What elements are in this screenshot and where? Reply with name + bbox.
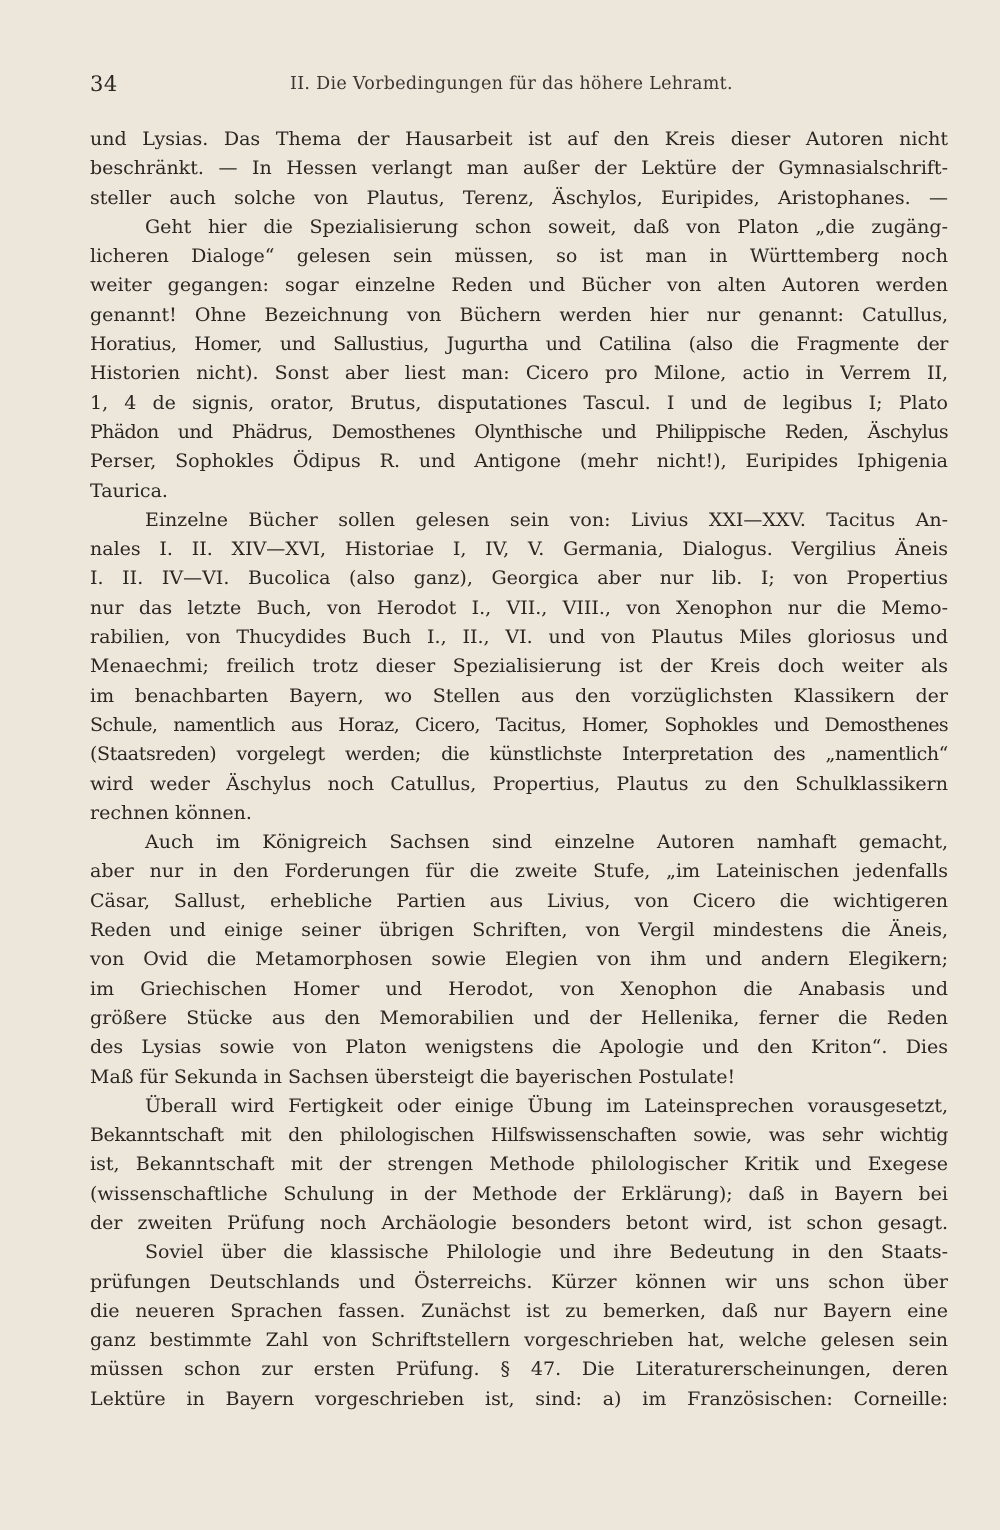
text-line: und Lysias. Das Thema der Hausarbeit ist auf den Kreis dieser Autoren nicht — [90, 128, 948, 150]
text-line: Soviel über die klassische Philologie und ihre Bedeutung in den Staats- — [145, 1241, 948, 1264]
text-line: Einzelne Bücher sollen gelesen sein von: Livius XXI—XXV. Tacitus An- — [145, 508, 948, 531]
text-line: rabilien, von Thucydides Buch I., II., VI. und von Plautus Miles gloriosus und — [90, 626, 948, 649]
text-line: Lektüre in Bayern vorgeschrieben ist, sind: a) im Französischen: Corneille: — [90, 1387, 948, 1410]
text-line: Überall wird Fertigkeit oder einige Übung im Lateinsprechen vorausgesetzt, — [145, 1094, 948, 1117]
text-line: im benachbarten Bayern, wo Stellen aus den vorzüglichsten Klassikern der — [90, 684, 948, 707]
text-line: weiter gegangen: sogar einzelne Reden und Bücher von alten Autoren werden — [90, 274, 948, 297]
text-line: ist, Bekanntschaft mit der strengen Methode philologischer Kritik und Exegese — [90, 1153, 948, 1176]
text-line: nales I. II. XIV—XVI, Historiae I, IV, V. Germania, Dialogus. Vergilius Äneis — [90, 538, 948, 561]
text-line: 1, 4 de signis, orator, Brutus, disputationes Tascul. I und de legibus I; Plato — [90, 391, 948, 414]
text-line: Perser, Sophokles Ödipus R. und Antigone (mehr nicht!), Euripides Iphigenia — [90, 450, 948, 473]
text-line: licheren Dialoge“ gelesen sein müssen, so ist man in Württemberg noch — [90, 245, 948, 268]
text-line: Bekanntschaft mit den philologischen Hilfswissenschaften sowie, was sehr wichtig — [90, 1124, 948, 1147]
text-line: Maß für Sekunda in Sachsen übersteigt die bayerischen Postulate! — [90, 1065, 736, 1088]
text-line: steller auch solche von Plautus, Terenz, Äschylos, Euripides, Aristophanes. — — [90, 186, 948, 209]
text-line: im Griechischen Homer und Herodot, von Xenophon die Anabasis und — [90, 977, 948, 1000]
text-line: I. II. IV—VI. Bucolica (also ganz), Georgica aber nur lib. I; von Propertius — [90, 567, 948, 590]
text-line: nur das letzte Buch, von Herodot I., VII., VIII., von Xenophon nur die Memo- — [90, 596, 948, 619]
text-line: Historien nicht). Sonst aber liest man: Cicero pro Milone, actio in Verrem II, — [90, 362, 948, 385]
text-line: (wissenschaftliche Schulung in der Methode der Erklärung); daß in Bayern bei — [90, 1182, 948, 1205]
text-line: beschränkt. — In Hessen verlangt man außer der Lektüre der Gymnasialschrift- — [90, 157, 948, 180]
text-line: Cäsar, Sallust, erhebliche Partien aus Livius, von Cicero die wichtigeren — [90, 889, 948, 912]
text-line: des Lysias sowie von Platon wenigstens die Apologie und den Kriton“. Dies — [90, 1036, 948, 1059]
body-text — [90, 125, 948, 1414]
text-line: Menaechmi; freilich trotz dieser Spezialisierung ist der Kreis doch weiter als — [90, 655, 948, 678]
text-line: prüfungen Deutschlands und Österreichs. Kürzer können wir uns schon über — [90, 1270, 948, 1293]
text-line: größere Stücke aus den Memorabilien und der Hellenika, ferner die Reden — [90, 1006, 948, 1029]
page-number: 34 — [90, 72, 118, 96]
running-title: II. Die Vorbedingungen für das höhere Lehramt. — [290, 74, 733, 94]
running-head — [90, 72, 948, 102]
text-line: Auch im Königreich Sachsen sind einzelne Autoren namhaft gemacht, — [145, 831, 948, 854]
text-line: genannt! Ohne Bezeichnung von Büchern werden hier nur genannt: Catullus, — [90, 303, 948, 326]
text-line: von Ovid die Metamorphosen sowie Elegien von ihm und andern Elegikern; — [90, 948, 948, 971]
text-line: ganz bestimmte Zahl von Schriftstellern vorgeschrieben hat, welche gelesen sein — [90, 1329, 948, 1352]
text-line: Horatius, Homer, und Sallustius, Jugurtha und Catilina (also die Fragmente der — [90, 333, 948, 356]
text-line: die neueren Sprachen fassen. Zunächst ist zu bemerken, daß nur Bayern eine — [90, 1299, 948, 1322]
text-line: der zweiten Prüfung noch Archäologie besonders betont wird, ist schon gesagt. — [90, 1211, 948, 1234]
text-line: Phädon und Phädrus, Demosthenes Olynthische und Philippische Reden, Äschylus — [90, 420, 948, 443]
text-line: Reden und einige seiner übrigen Schriften, von Vergil mindestens die Äneis, — [90, 919, 948, 942]
text-line: müssen schon zur ersten Prüfung. § 47. Die Literaturerscheinungen, deren — [90, 1358, 948, 1381]
text-line: rechnen können. — [90, 801, 252, 824]
text-line: Taurica. — [90, 479, 168, 502]
text-line: (Staatsreden) vorgelegt werden; die künstlichste Interpretation des „namentlich“ — [90, 743, 948, 766]
text-line: Schule, namentlich aus Horaz, Cicero, Tacitus, Homer, Sophokles und Demosthenes — [90, 713, 948, 736]
text-line: Geht hier die Spezialisierung schon soweit, daß von Platon „die zugäng- — [145, 215, 948, 238]
text-line: wird weder Äschylus noch Catullus, Propertius, Plautus zu den Schulklassikern — [90, 772, 948, 795]
text-line: aber nur in den Forderungen für die zweite Stufe, „im Lateinischen jedenfalls — [90, 860, 948, 883]
